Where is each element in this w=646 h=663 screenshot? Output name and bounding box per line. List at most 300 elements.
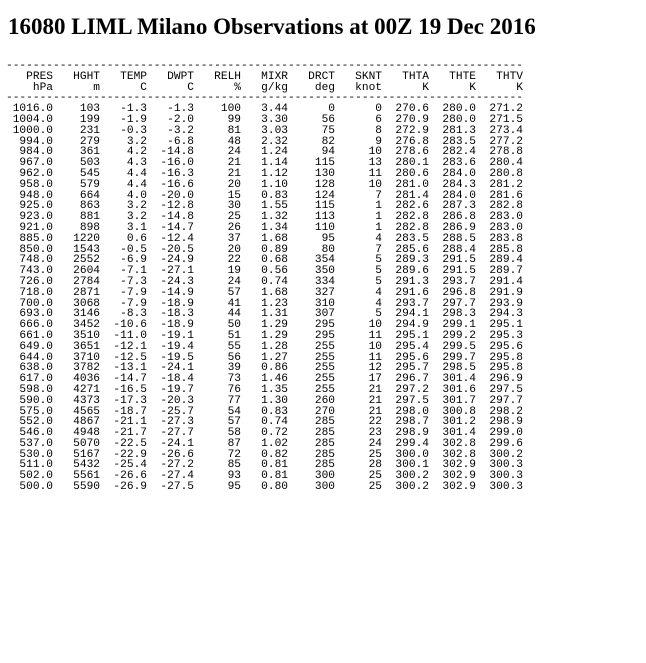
cell-relh: 21 (194, 157, 241, 170)
cell-sknt: 10 (335, 146, 382, 159)
cell-hght: 898 (53, 221, 100, 234)
cell-mixr: 1.68 (241, 232, 288, 245)
cell-thte: 301.4 (429, 373, 476, 386)
cell-thta: 293.7 (382, 297, 429, 310)
cell-drct: 255 (288, 383, 335, 396)
cell-pres: 502.0 (6, 470, 53, 483)
cell-sknt: 4 (335, 297, 382, 310)
column-unit-hght: m (53, 81, 100, 94)
cell-thtv: 278.8 (476, 146, 523, 159)
cell-thta: 289.3 (382, 254, 429, 267)
cell-thta: 300.0 (382, 448, 429, 461)
cell-temp: 3.2 (100, 135, 147, 148)
cell-hght: 4948 (53, 427, 100, 440)
cell-sknt: 21 (335, 405, 382, 418)
cell-hght: 3782 (53, 362, 100, 375)
cell-thtv: 291.9 (476, 286, 523, 299)
cell-hght: 503 (53, 157, 100, 170)
column-header-relh: RELH (194, 70, 241, 83)
cell-sknt: 22 (335, 416, 382, 429)
cell-mixr: 1.29 (241, 319, 288, 332)
column-header-hght: HGHT (53, 70, 100, 83)
cell-thta: 272.9 (382, 124, 429, 137)
cell-sknt: 25 (335, 448, 382, 461)
cell-temp: -22.9 (100, 448, 147, 461)
cell-thtv: 281.2 (476, 178, 523, 191)
cell-thte: 297.7 (429, 297, 476, 310)
cell-thte: 288.5 (429, 232, 476, 245)
column-header-pres: PRES (6, 70, 53, 83)
cell-dwpt: -16.6 (147, 178, 194, 191)
cell-thte: 291.5 (429, 265, 476, 278)
cell-pres: 500.0 (6, 481, 53, 494)
table-separator: ----------------------------------------------------------------------------- (6, 92, 523, 105)
column-unit-dwpt: C (147, 81, 194, 94)
cell-temp: -26.9 (100, 481, 147, 494)
cell-temp: 4.4 (100, 167, 147, 180)
cell-drct: 124 (288, 189, 335, 202)
cell-mixr: 3.44 (241, 103, 288, 116)
column-unit-thte: K (429, 81, 476, 94)
cell-dwpt: -27.2 (147, 459, 194, 472)
cell-sknt: 11 (335, 351, 382, 364)
cell-thta: 294.1 (382, 308, 429, 321)
page-title: 16080 LIML Milano Observations at 00Z 19 Dec 2016 (8, 14, 536, 39)
cell-hght: 199 (53, 113, 100, 126)
cell-relh: 24 (194, 275, 241, 288)
cell-dwpt: -6.8 (147, 135, 194, 148)
cell-thte: 302.9 (429, 470, 476, 483)
cell-drct: 300 (288, 470, 335, 483)
cell-hght: 3146 (53, 308, 100, 321)
cell-relh: 54 (194, 405, 241, 418)
cell-hght: 863 (53, 200, 100, 213)
cell-sknt: 11 (335, 329, 382, 342)
cell-relh: 21 (194, 167, 241, 180)
cell-pres: 1000.0 (6, 124, 53, 137)
cell-hght: 3452 (53, 319, 100, 332)
cell-thtv: 273.4 (476, 124, 523, 137)
cell-temp: -0.5 (100, 243, 147, 256)
cell-temp: -1.9 (100, 113, 147, 126)
cell-hght: 5167 (53, 448, 100, 461)
cell-thta: 294.9 (382, 319, 429, 332)
cell-hght: 361 (53, 146, 100, 159)
cell-sknt: 5 (335, 265, 382, 278)
cell-thta: 298.7 (382, 416, 429, 429)
cell-dwpt: -1.3 (147, 103, 194, 116)
cell-pres: 921.0 (6, 221, 53, 234)
cell-dwpt: -27.4 (147, 470, 194, 483)
cell-sknt: 11 (335, 167, 382, 180)
cell-dwpt: -27.5 (147, 481, 194, 494)
cell-temp: -7.3 (100, 275, 147, 288)
cell-temp: -12.1 (100, 340, 147, 353)
cell-pres: 923.0 (6, 211, 53, 224)
cell-thtv: 283.0 (476, 221, 523, 234)
cell-thtv: 295.3 (476, 329, 523, 342)
cell-mixr: 1.31 (241, 308, 288, 321)
cell-thta: 298.9 (382, 427, 429, 440)
cell-drct: 255 (288, 340, 335, 353)
cell-hght: 5561 (53, 470, 100, 483)
cell-sknt: 23 (335, 427, 382, 440)
cell-drct: 255 (288, 362, 335, 375)
cell-mixr: 2.32 (241, 135, 288, 148)
cell-mixr: 0.82 (241, 448, 288, 461)
cell-hght: 881 (53, 211, 100, 224)
cell-hght: 1220 (53, 232, 100, 245)
cell-pres: 743.0 (6, 265, 53, 278)
cell-dwpt: -19.1 (147, 329, 194, 342)
cell-sknt: 25 (335, 470, 382, 483)
cell-relh: 76 (194, 383, 241, 396)
cell-pres: 530.0 (6, 448, 53, 461)
cell-relh: 26 (194, 221, 241, 234)
cell-thta: 296.7 (382, 373, 429, 386)
cell-drct: 327 (288, 286, 335, 299)
cell-relh: 44 (194, 308, 241, 321)
cell-temp: -0.3 (100, 124, 147, 137)
cell-relh: 57 (194, 286, 241, 299)
cell-sknt: 1 (335, 221, 382, 234)
cell-mixr: 1.32 (241, 211, 288, 224)
cell-thta: 282.6 (382, 200, 429, 213)
cell-temp: -14.7 (100, 373, 147, 386)
table-row (6, 482, 523, 493)
cell-hght: 4036 (53, 373, 100, 386)
column-header-drct: DRCT (288, 70, 335, 83)
cell-sknt: 0 (335, 103, 382, 116)
cell-temp: 3.2 (100, 211, 147, 224)
cell-thta: 282.8 (382, 211, 429, 224)
cell-mixr: 1.24 (241, 146, 288, 159)
sounding-table (6, 61, 523, 493)
cell-thte: 301.2 (429, 416, 476, 429)
column-header-sknt: SKNT (335, 70, 382, 83)
cell-thtv: 283.0 (476, 211, 523, 224)
cell-pres: 885.0 (6, 232, 53, 245)
cell-dwpt: -20.5 (147, 243, 194, 256)
cell-thtv: 277.2 (476, 135, 523, 148)
cell-relh: 20 (194, 178, 241, 191)
cell-thtv: 291.4 (476, 275, 523, 288)
cell-thte: 299.7 (429, 351, 476, 364)
cell-relh: 37 (194, 232, 241, 245)
cell-thte: 298.5 (429, 362, 476, 375)
cell-hght: 4867 (53, 416, 100, 429)
cell-thte: 302.8 (429, 448, 476, 461)
cell-mixr: 1.10 (241, 178, 288, 191)
cell-drct: 270 (288, 405, 335, 418)
cell-relh: 87 (194, 437, 241, 450)
cell-relh: 56 (194, 351, 241, 364)
cell-thte: 282.4 (429, 146, 476, 159)
cell-thtv: 282.8 (476, 200, 523, 213)
cell-thtv: 285.8 (476, 243, 523, 256)
cell-thta: 291.3 (382, 275, 429, 288)
cell-temp: -16.5 (100, 383, 147, 396)
cell-mixr: 1.23 (241, 297, 288, 310)
cell-temp: -7.9 (100, 286, 147, 299)
column-unit-pres: hPa (6, 81, 53, 94)
cell-temp: -1.3 (100, 103, 147, 116)
cell-relh: 57 (194, 416, 241, 429)
cell-mixr: 1.68 (241, 286, 288, 299)
cell-mixr: 1.14 (241, 157, 288, 170)
column-header-temp: TEMP (100, 70, 147, 83)
cell-drct: 128 (288, 178, 335, 191)
cell-thtv: 280.4 (476, 157, 523, 170)
cell-pres: 666.0 (6, 319, 53, 332)
cell-pres: 598.0 (6, 383, 53, 396)
cell-pres: 661.0 (6, 329, 53, 342)
cell-drct: 334 (288, 275, 335, 288)
cell-dwpt: -26.6 (147, 448, 194, 461)
cell-dwpt: -3.2 (147, 124, 194, 137)
cell-dwpt: -16.0 (147, 157, 194, 170)
cell-relh: 51 (194, 329, 241, 342)
column-header-thtv: THTV (476, 70, 523, 83)
cell-sknt: 1 (335, 211, 382, 224)
cell-thte: 280.0 (429, 113, 476, 126)
cell-sknt: 13 (335, 157, 382, 170)
cell-pres: 948.0 (6, 189, 53, 202)
column-header-thta: THTA (382, 70, 429, 83)
cell-thte: 286.9 (429, 221, 476, 234)
cell-temp: 4.3 (100, 157, 147, 170)
cell-sknt: 1 (335, 200, 382, 213)
cell-thta: 278.6 (382, 146, 429, 159)
cell-thte: 280.0 (429, 103, 476, 116)
cell-temp: -12.5 (100, 351, 147, 364)
cell-dwpt: -27.7 (147, 427, 194, 440)
cell-thte: 301.6 (429, 383, 476, 396)
cell-drct: 0 (288, 103, 335, 116)
cell-temp: 3.1 (100, 221, 147, 234)
cell-thta: 281.0 (382, 178, 429, 191)
cell-relh: 50 (194, 319, 241, 332)
cell-pres: 590.0 (6, 394, 53, 407)
cell-hght: 5590 (53, 481, 100, 494)
cell-relh: 25 (194, 211, 241, 224)
cell-hght: 5432 (53, 459, 100, 472)
cell-thtv: 295.1 (476, 319, 523, 332)
cell-temp: 3.2 (100, 200, 147, 213)
cell-relh: 77 (194, 394, 241, 407)
cell-thte: 302.9 (429, 459, 476, 472)
cell-temp: -22.5 (100, 437, 147, 450)
cell-sknt: 7 (335, 243, 382, 256)
cell-hght: 5070 (53, 437, 100, 450)
cell-mixr: 1.46 (241, 373, 288, 386)
cell-thta: 295.7 (382, 362, 429, 375)
cell-relh: 39 (194, 362, 241, 375)
cell-mixr: 0.80 (241, 481, 288, 494)
cell-temp: -8.3 (100, 308, 147, 321)
cell-thta: 281.4 (382, 189, 429, 202)
cell-relh: 24 (194, 146, 241, 159)
cell-hght: 279 (53, 135, 100, 148)
cell-thtv: 300.3 (476, 459, 523, 472)
cell-mixr: 0.72 (241, 427, 288, 440)
cell-thte: 288.4 (429, 243, 476, 256)
cell-pres: 546.0 (6, 427, 53, 440)
cell-pres: 700.0 (6, 297, 53, 310)
cell-sknt: 21 (335, 394, 382, 407)
cell-dwpt: -18.9 (147, 319, 194, 332)
cell-thte: 284.0 (429, 167, 476, 180)
cell-dwpt: -14.9 (147, 286, 194, 299)
cell-thtv: 283.8 (476, 232, 523, 245)
cell-dwpt: -12.4 (147, 232, 194, 245)
cell-drct: 255 (288, 373, 335, 386)
cell-pres: 1016.0 (6, 103, 53, 116)
cell-thte: 286.8 (429, 211, 476, 224)
cell-sknt: 10 (335, 178, 382, 191)
cell-thte: 300.8 (429, 405, 476, 418)
cell-thte: 301.4 (429, 427, 476, 440)
cell-dwpt: -14.8 (147, 146, 194, 159)
cell-relh: 72 (194, 448, 241, 461)
cell-relh: 81 (194, 124, 241, 137)
cell-relh: 100 (194, 103, 241, 116)
cell-drct: 295 (288, 319, 335, 332)
cell-thta: 291.6 (382, 286, 429, 299)
cell-dwpt: -24.1 (147, 362, 194, 375)
column-unit-sknt: knot (335, 81, 382, 94)
cell-dwpt: -19.5 (147, 351, 194, 364)
cell-temp: -13.1 (100, 362, 147, 375)
cell-sknt: 9 (335, 135, 382, 148)
cell-pres: 649.0 (6, 340, 53, 353)
cell-hght: 2604 (53, 265, 100, 278)
cell-thtv: 300.3 (476, 481, 523, 494)
cell-mixr: 3.03 (241, 124, 288, 137)
cell-relh: 41 (194, 297, 241, 310)
cell-temp: -25.4 (100, 459, 147, 472)
cell-relh: 93 (194, 470, 241, 483)
cell-hght: 545 (53, 167, 100, 180)
cell-drct: 260 (288, 394, 335, 407)
cell-sknt: 4 (335, 286, 382, 299)
cell-thta: 283.5 (382, 232, 429, 245)
cell-dwpt: -27.1 (147, 265, 194, 278)
cell-pres: 967.0 (6, 157, 53, 170)
cell-relh: 19 (194, 265, 241, 278)
cell-pres: 984.0 (6, 146, 53, 159)
cell-temp: -10.6 (100, 319, 147, 332)
cell-relh: 85 (194, 459, 241, 472)
cell-thtv: 300.3 (476, 470, 523, 483)
cell-thte: 296.8 (429, 286, 476, 299)
cell-drct: 94 (288, 146, 335, 159)
cell-dwpt: -24.3 (147, 275, 194, 288)
column-header-thte: THTE (429, 70, 476, 83)
cell-pres: 718.0 (6, 286, 53, 299)
cell-thtv: 300.2 (476, 448, 523, 461)
cell-thtv: 299.0 (476, 427, 523, 440)
cell-sknt: 7 (335, 189, 382, 202)
cell-thtv: 293.9 (476, 297, 523, 310)
cell-pres: 552.0 (6, 416, 53, 429)
cell-temp: -7.9 (100, 297, 147, 310)
column-unit-mixr: g/kg (241, 81, 288, 94)
cell-dwpt: -25.7 (147, 405, 194, 418)
cell-drct: 295 (288, 329, 335, 342)
cell-relh: 95 (194, 481, 241, 494)
cell-dwpt: -12.8 (147, 200, 194, 213)
cell-drct: 310 (288, 297, 335, 310)
column-unit-temp: C (100, 81, 147, 94)
cell-mixr: 0.56 (241, 265, 288, 278)
cell-thta: 282.8 (382, 221, 429, 234)
cell-thte: 299.1 (429, 319, 476, 332)
cell-thte: 281.3 (429, 124, 476, 137)
cell-pres: 511.0 (6, 459, 53, 472)
cell-drct: 75 (288, 124, 335, 137)
cell-relh: 99 (194, 113, 241, 126)
cell-mixr: 3.30 (241, 113, 288, 126)
cell-thtv: 271.2 (476, 103, 523, 116)
cell-dwpt: -19.4 (147, 340, 194, 353)
cell-relh: 15 (194, 189, 241, 202)
cell-pres: 537.0 (6, 437, 53, 450)
cell-thta: 276.8 (382, 135, 429, 148)
cell-dwpt: -20.0 (147, 189, 194, 202)
cell-thtv: 271.5 (476, 113, 523, 126)
cell-drct: 113 (288, 211, 335, 224)
cell-drct: 115 (288, 157, 335, 170)
cell-dwpt: -18.9 (147, 297, 194, 310)
cell-relh: 55 (194, 340, 241, 353)
cell-mixr: 1.55 (241, 200, 288, 213)
cell-thta: 270.9 (382, 113, 429, 126)
cell-sknt: 17 (335, 373, 382, 386)
cell-dwpt: -14.8 (147, 211, 194, 224)
cell-relh: 22 (194, 254, 241, 267)
cell-thta: 295.1 (382, 329, 429, 342)
cell-sknt: 10 (335, 319, 382, 332)
cell-hght: 4271 (53, 383, 100, 396)
cell-thtv: 298.2 (476, 405, 523, 418)
cell-sknt: 21 (335, 383, 382, 396)
cell-mixr: 0.83 (241, 405, 288, 418)
cell-thte: 302.8 (429, 437, 476, 450)
cell-mixr: 0.68 (241, 254, 288, 267)
cell-thta: 270.6 (382, 103, 429, 116)
cell-mixr: 1.28 (241, 340, 288, 353)
column-header-dwpt: DWPT (147, 70, 194, 83)
cell-dwpt: -27.3 (147, 416, 194, 429)
cell-hght: 3068 (53, 297, 100, 310)
column-unit-drct: deg (288, 81, 335, 94)
cell-temp: -6.9 (100, 254, 147, 267)
cell-dwpt: -24.9 (147, 254, 194, 267)
cell-thte: 298.3 (429, 308, 476, 321)
cell-thtv: 297.5 (476, 383, 523, 396)
cell-drct: 80 (288, 243, 335, 256)
cell-mixr: 1.34 (241, 221, 288, 234)
cell-pres: 748.0 (6, 254, 53, 267)
cell-thtv: 289.4 (476, 254, 523, 267)
cell-sknt: 8 (335, 124, 382, 137)
cell-hght: 103 (53, 103, 100, 116)
cell-temp: -17.3 (100, 394, 147, 407)
cell-hght: 664 (53, 189, 100, 202)
cell-drct: 350 (288, 265, 335, 278)
cell-hght: 4565 (53, 405, 100, 418)
